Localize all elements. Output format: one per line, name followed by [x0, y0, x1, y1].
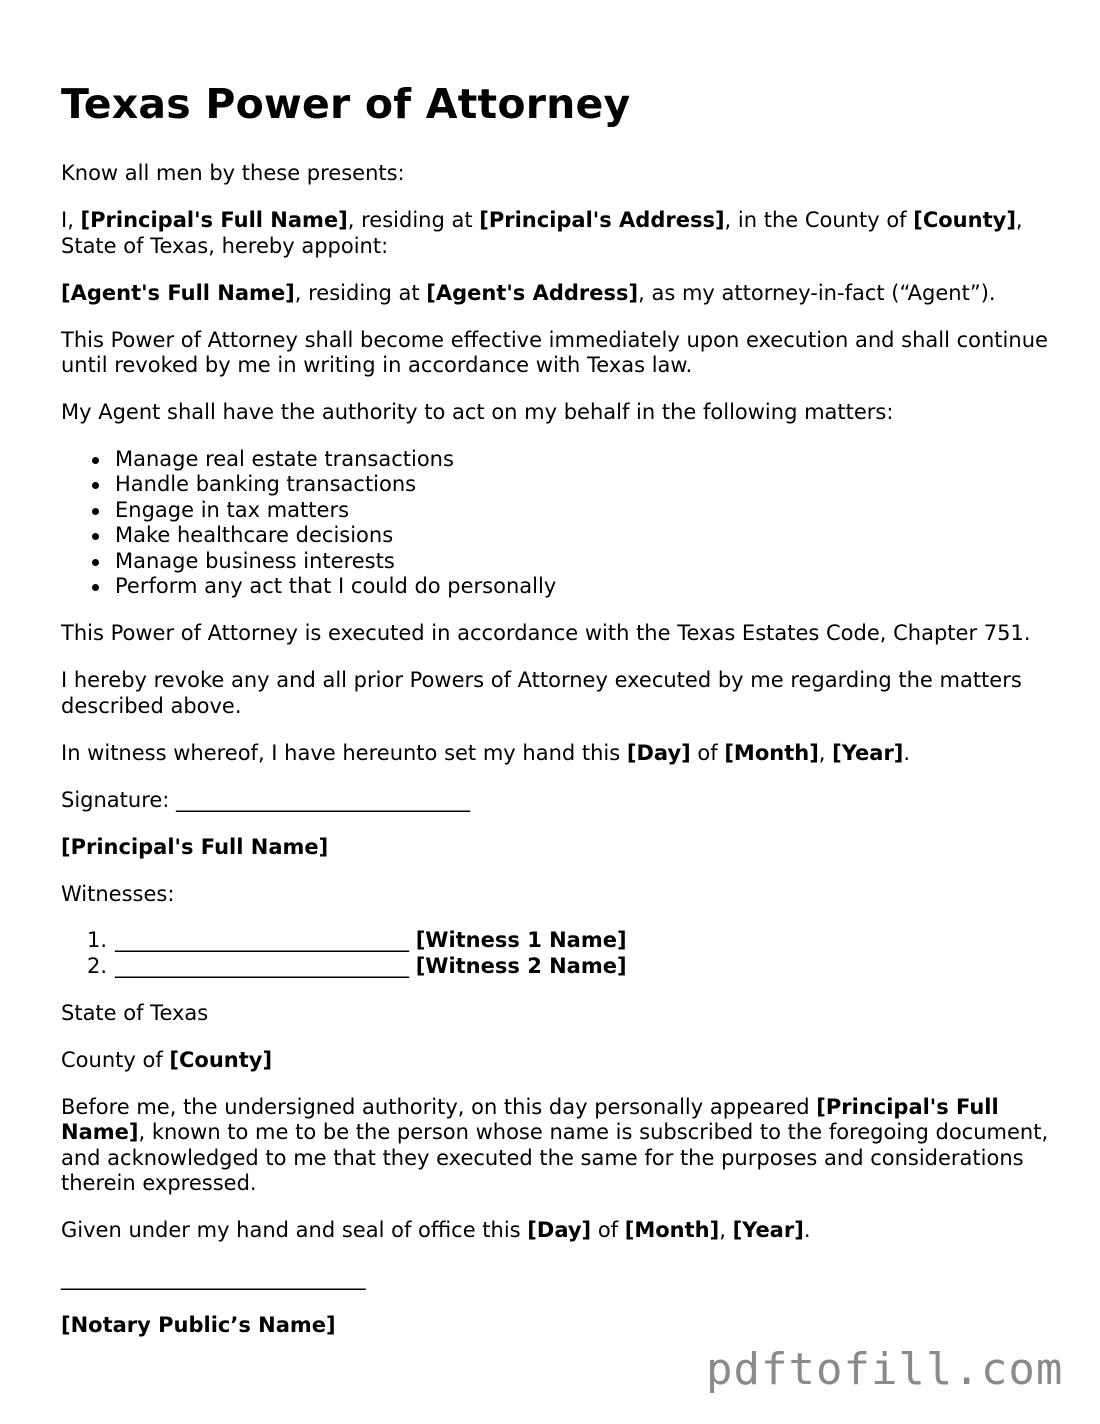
notary-signature-line: _____________________________ — [61, 1265, 366, 1290]
witness-signature-line: ____________________________ — [115, 928, 416, 952]
county-field: [County] — [169, 1047, 273, 1072]
powers-list — [61, 447, 1051, 600]
appointment-paragraph: I, [Principal's Full Name], residing at [Principal's Address], in the County of [County], State of Texas, hereby appoint: — [61, 208, 1023, 258]
notary-county: County of [County] — [61, 1047, 273, 1072]
authority-intro: My Agent shall have the authority to act on my behalf in the following matters: — [61, 400, 894, 424]
signer-name: [Principal's Full Name] — [61, 834, 329, 859]
witness-signature-line: ____________________________ — [115, 953, 416, 978]
list-item: Make healthcare decisions — [115, 523, 1051, 549]
given-paragraph: Given under my hand and seal of office this [Day] of [Month], [Year]. — [61, 1218, 811, 1242]
list-item: Manage business interests — [115, 549, 1051, 575]
agent-address-field: [Agent's Address] — [426, 280, 639, 305]
witnesses-label: Witnesses: — [61, 881, 175, 906]
day-field: [Day] — [626, 740, 691, 765]
month-field: [Month] — [624, 1218, 720, 1242]
agent-name-field: [Agent's Full Name] — [61, 280, 295, 305]
document-page — [61, 78, 1051, 1360]
list-item: Handle banking transactions — [115, 472, 1051, 498]
intro-paragraph: Know all men by these presents: — [61, 161, 405, 185]
year-field: [Year] — [832, 740, 904, 765]
year-field: [Year] — [732, 1218, 804, 1242]
county-field: [County] — [913, 208, 1016, 232]
day-field: [Day] — [527, 1218, 592, 1242]
witness-name-field: [Witness 2 Name] — [415, 953, 627, 978]
principal-address-field: [Principal's Address] — [479, 208, 725, 232]
list-item: Perform any act that I could do personally — [115, 574, 1051, 600]
signature-line: Signature: ____________________________ — [61, 787, 471, 812]
list-item: 2. ____________________________ [Witness 2 Name] — [87, 953, 627, 978]
principal-name-field: [Principal's Full Name] — [80, 208, 348, 232]
revoke-paragraph: I hereby revoke any and all prior Powers of Attorney executed by me regarding the matters described above. — [61, 668, 1022, 718]
watermark: pdftofill.com — [706, 1344, 1064, 1395]
month-field: [Month] — [724, 740, 819, 765]
effective-paragraph: This Power of Attorney shall become effective immediately upon execution and shall continue until revoked by me in writing in accordance with Texas law. — [61, 327, 1048, 377]
principal-name-field: [Principal's Full Name] — [61, 1094, 999, 1144]
list-item: Engage in tax matters — [115, 498, 1051, 524]
notary-name: [Notary Public’s Name] — [61, 1312, 336, 1337]
list-item: Manage real estate transactions — [115, 447, 1051, 473]
witnesses-list — [61, 928, 1051, 979]
notary-state: State of Texas — [61, 1000, 209, 1025]
witness-name-field: [Witness 1 Name] — [415, 928, 627, 952]
witness-clause: In witness whereof, I have hereunto set my hand this [Day] of [Month], [Year]. — [61, 740, 911, 765]
document-title: Texas Power of Attorney — [61, 80, 631, 128]
acknowledgment-paragraph: Before me, the undersigned authority, on this day personally appeared [Principal's Full Name], known to me to be the person whose name is subscribed to the foregoing document, and acknowledged to me that they executed the same for the purposes and considerations therein expressed. — [61, 1094, 1049, 1195]
statute-paragraph: This Power of Attorney is executed in accordance with the Texas Estates Code, Chapter 751. — [61, 621, 1031, 645]
agent-paragraph: [Agent's Full Name], residing at [Agent's Address], as my attorney-in-fact (“Agent”). — [61, 280, 996, 305]
list-item: 1. ____________________________ [Witness 1 Name] — [87, 928, 627, 952]
